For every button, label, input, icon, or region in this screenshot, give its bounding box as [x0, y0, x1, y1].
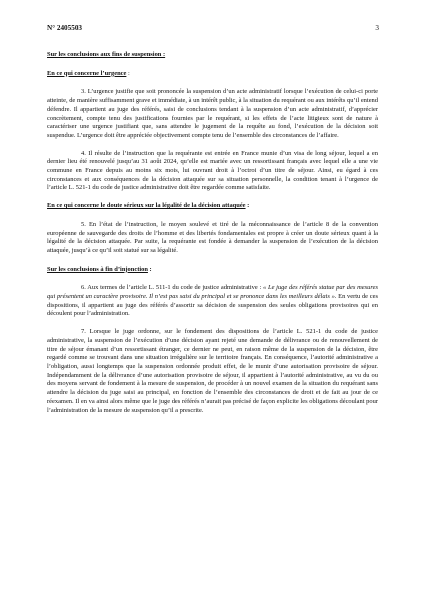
paragraph-3: 3. L’urgence justifie que soit prononcée la suspension d’un acte administratif lorsque l’exécution de celui-ci porte atteinte, de manière suffisamment grave et immédiate, à un intérêt public, à la situation du requérant ou aux intérêts qu’il entend défendre. Il appartient au juge des référés, saisi de conclusions tendant à la suspension d’un acte administratif, d’apprécier concrètement, compte tenu des justifications fournies par le requérant, si les effets de l’acte litigieux sont de nature à caractériser une urgence justifiant que, sans attendre le jugement de la requête au fond, l’exécution de la décision soit suspendue. L’urgence doit être appréciée objectivement compte tenu de l’ensemble des circonstances de l’affaire.: [47, 88, 378, 139]
document-body: [47, 51, 378, 415]
case-number: N° 2405503: [47, 24, 83, 32]
paragraph-6-end: . En vertu de ces dispositions, il appartient au juge des référés d’assortir sa décision de suspension des seules obligations provisoires qui en découlent pour l’administration.: [47, 293, 378, 318]
page-number: 3: [375, 24, 379, 32]
subsection-heading-doute-text: En ce qui concerne le doute sérieux sur la légalité de la décision attaquée: [47, 202, 246, 210]
section-heading-injonction: Sur les conclusions à fin d’injonction: [47, 265, 148, 273]
subsection-heading-urgence-text: En ce qui concerne l’urgence: [47, 69, 127, 77]
section-heading-injonction-line: Sur les conclusions à fin d’injonction :: [47, 265, 152, 273]
paragraph-7: 7. Lorsque le juge ordonne, sur le fondement des dispositions de l’article L. 521-1 du code de justice administrative, la suspension de l’exécution d’une décision ayant rejeté une demande de délivrance ou de renouvellement de titre de séjour émanant d’un ressortissant étranger, ce dernier ne peut, en raison même de la suspension de la décision, être regardé comme se trouvant dans une situation irrégulière sur le territoire français. En conséquence, l’autorité administrative a l’obligation, aussi longtemps que la suspension ordonnée produit effet, de le munir d’une autorisation provisoire de séjour. Indépendamment de la délivrance d’une autorisation provisoire de séjour, il appartient à l’autorité administrative, au vu du ou des moyens servant de fondement à la mesure de suspension, de procéder à un nouvel examen de la situation du requérant sans attendre la décision du juge saisi au principal, en fonction de l’ensemble des circonstances de droit et de fait au jour de ce réexamen. Il en va ainsi alors même que le juge des référés n’aurait pas précisé de façon explicite les obligations découlant pour l’administration de la mesure de suspension qu’il a prescrite.: [47, 328, 378, 414]
paragraph-4: 4. Il résulte de l’instruction que la requérante est entrée en France munie d’un visa de long séjour, lequel a en dernier lieu été renouvelé jusqu’au 31 août 2024, qu’elle est mariée avec un ressortissant français avec lequel elle a une vie commune en France depuis au moins six mois, lui ouvrant droit à l’octroi d’un titre de séjour. Ainsi, eu égard à ces circonstances et aux conséquences de la décision attaquée sur sa situation personnelle, la condition tenant à l’urgence de l’article L. 521-1 du code de justice administrative doit être regardée comme satisfaite.: [47, 149, 378, 192]
page-header: [47, 24, 379, 36]
paragraph-6-quote: « Le juge des référés statue par des mesures qui présentent un caractère provisoire. Il n’est pas saisi du principal et se prononce dans les meilleurs délais »: [47, 284, 378, 301]
subsection-heading-urgence: En ce qui concerne l’urgence :: [47, 69, 130, 77]
subsection-heading-doute: En ce qui concerne le doute sérieux sur la légalité de la décision attaquée :: [47, 202, 250, 210]
paragraph-6-start: 6. Aux termes de l’article L. 511-1 du code de justice administrative :: [81, 284, 264, 292]
paragraph-5: 5. En l’état de l’instruction, le moyen soulevé et tiré de la méconnaissance de l’article 8 de la convention européenne de sauvegarde des droits de l’homme et des libertés fondamentales est propre à créer un doute sérieux quant à la légalité de la décision attaquée. Par suite, la requérante est fondée à demander la suspension de l’exécution de la décision attaquée, jusqu’à ce qu’il soit statué sur sa légalité.: [47, 220, 378, 254]
section-heading-suspension: Sur les conclusions aux fins de suspension :: [47, 51, 166, 58]
paragraph-6: [47, 284, 378, 319]
